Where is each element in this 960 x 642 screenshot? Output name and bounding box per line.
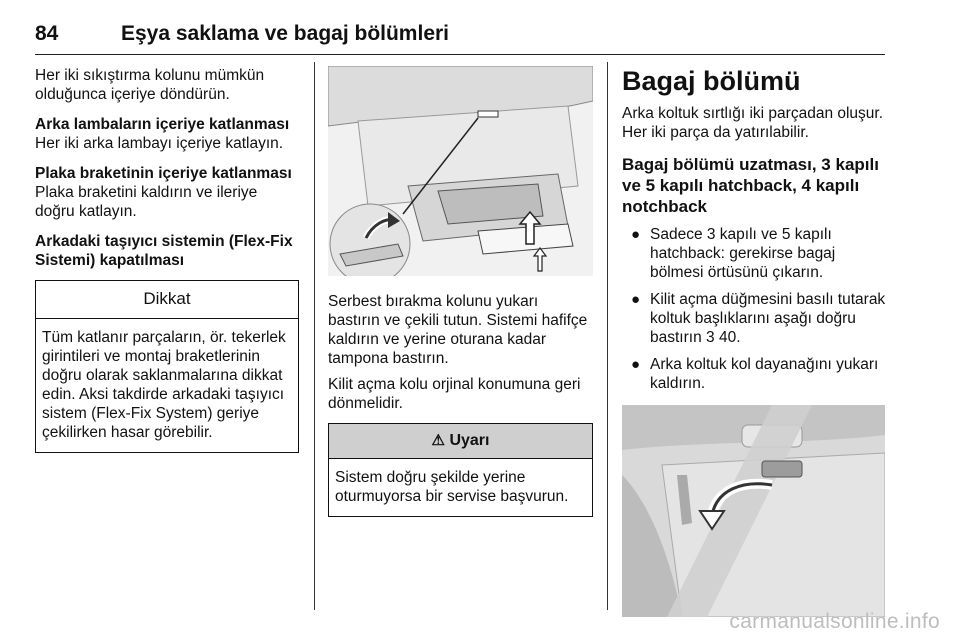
page-number: 84 xyxy=(35,22,59,45)
page-reference: 40. xyxy=(718,329,741,346)
caution-box xyxy=(35,280,299,453)
warning-box xyxy=(328,423,593,517)
headrest-illustration-svg xyxy=(622,405,885,617)
caution-text: Tüm katlanır parçaların, ör. tekerlek girintileri ve montaj braketlerinin doğru olarak saklanmalarına dikkat edin. Aksi takdirde arkadaki taşıyıcı sistem (Flex-Fix System) geriye çekilirken hasar görebilir. xyxy=(42,329,286,441)
list-item: ● Arka koltuk kol dayanağını yukarı kaldırın. xyxy=(631,356,879,392)
instruction-text: Plaka braketini kaldırın ve ileriye doğru katlayın. xyxy=(35,184,258,220)
page-header xyxy=(35,20,885,55)
list-item: ● Kilit açma düğmesini basılı tutarak koltuk başlıklarını aşağı doğru bastırın 3 40. xyxy=(631,291,886,346)
flexfix-illustration xyxy=(328,66,593,276)
instruction-text: Her iki sıkıştırma kolunu mümkün olduğunca içeriye döndürün. xyxy=(35,67,265,103)
column-left xyxy=(35,66,299,453)
section-heading: Arka lambaların içeriye katlanması xyxy=(35,116,290,133)
section-heading: Bagaj bölümü uzatması, 3 kapılı ve 5 kapılı hatchback, 4 kapılı notchback xyxy=(622,155,879,216)
headrest-illustration xyxy=(622,405,885,617)
chapter-heading: Bagaj bölümü xyxy=(622,66,801,96)
column-divider xyxy=(607,62,608,610)
warning-text: Sistem doğru şekilde yerine oturmuyorsa bir servise başvurun. xyxy=(335,469,569,505)
bullet-icon: ● xyxy=(631,356,641,373)
section-heading: Arkadaki taşıyıcı sistemin (Flex-Fix Sistemi) kapatılması xyxy=(35,233,293,269)
watermark: carmanualsonline.info xyxy=(729,610,940,633)
page-title: Eşya saklama ve bagaj bölümleri xyxy=(121,22,450,45)
warning-header xyxy=(329,424,592,459)
instruction-list xyxy=(622,225,888,393)
column-right xyxy=(622,66,888,617)
instruction-text: Her iki arka lambayı içeriye katlayın. xyxy=(35,135,284,152)
caution-title: Dikkat xyxy=(36,281,298,319)
column-middle xyxy=(328,66,593,517)
warning-title: Uyarı xyxy=(449,432,490,449)
instruction-text: Serbest bırakma kolunu yukarı bastırın ve çekili tutun. Sistemi hafifçe kaldırın ve yerine oturana kadar tampona bastırın. xyxy=(328,293,588,367)
column-divider xyxy=(314,62,315,610)
bullet-icon: ● xyxy=(631,226,641,243)
list-item: ● Sadece 3 kapılı ve 5 kapılı hatchback: gerekirse bagaj bölmesi örtüsünü çıkarın. xyxy=(631,226,836,281)
page-reference-icon: 3 xyxy=(706,329,715,346)
instruction-text: Kilit açma kolu orjinal konumuna geri dönmelidir. xyxy=(328,376,581,412)
bullet-icon: ● xyxy=(631,291,641,308)
warning-triangle-icon: ⚠ xyxy=(431,432,445,449)
section-heading: Plaka braketinin içeriye katlanması xyxy=(35,165,292,182)
flexfix-illustration-svg xyxy=(328,66,593,276)
intro-text: Arka koltuk sırtlığı iki parçadan oluşur. Her iki parça da yatırılabilir. xyxy=(622,105,884,141)
